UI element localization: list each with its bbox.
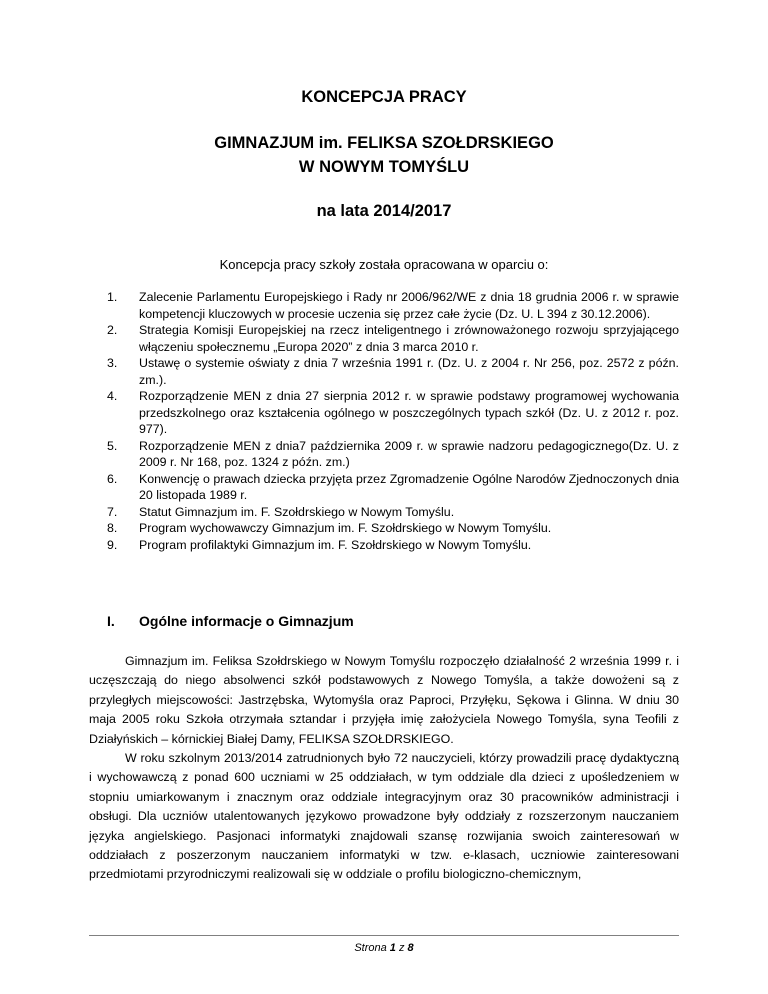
list-item-text: Strategia Komisji Europejskiej na rzecz inteligentnego i zrównoważonego rozwoju sprzyjającego włączeniu społecznemu „Europa 2020” z dnia 3 marca 2010 r.	[139, 323, 679, 354]
section-number: I.	[107, 613, 115, 629]
section-heading: Ogólne informacje o Gimnazjum	[139, 613, 354, 629]
document-title: KONCEPCJA PRACY	[301, 88, 467, 106]
list-item-number: 3.	[107, 356, 118, 370]
list-item-number: 5.	[107, 438, 118, 453]
page-footer	[0, 941, 768, 955]
footer-separator: z	[398, 942, 405, 954]
list-item-text: Zalecenie Parlamentu Europejskiego i Rady nr 2006/962/WE z dnia 18 grudnia 2006 r. w sprawie kompetencji kluczowych w procesie uczenia się przez całe życie (Dz. U. L 394 z 30.12.2006).	[139, 290, 679, 321]
document-period: na lata 2014/2017	[316, 202, 452, 220]
list-item	[107, 322, 679, 355]
intro-text: Koncepcja pracy szkoły została opracowana w oparciu o:	[219, 257, 549, 272]
list-item-number: 2.	[107, 323, 118, 337]
school-location: W NOWYM TOMYŚLU	[298, 158, 470, 176]
footer-prefix: Strona	[354, 942, 387, 954]
paragraph: W roku szkolnym 2013/2014 zatrudnionych było 72 nauczycieli, którzy prowadzili pracę dydaktyczną i wychowawczą z ponad 600 uczniami w 25 oddziałach, w tym oddziale dla dzieci z upośledzeniem w stopniu umiarkowanym i znacznym oraz oddziale integracyjnym oraz 30 pracowników administracji i obsługi. Dla uczniów utalentowanych językowo prowadzone były oddziały z rozszerzonym nauczaniem języka angielskiego. Pasjonaci informatyki znajdowali szansę rozwijania swoich zainteresowań w oddziałach z poszerzonym nauczaniem informatyki w tzw. e-klasach, uczniowie zainteresowani przedmiotami przyrodniczymi realizowali się w oddziale o profilu biologiczno-chemicznym,	[89, 751, 679, 882]
sources-list	[107, 289, 679, 553]
list-item	[107, 471, 679, 504]
list-item-text: Rozporządzenie MEN z dnia 27 sierpnia 2012 r. w sprawie podstawy programowej wychowania przedszkolnego oraz kształcenia ogólnego w poszczególnych typach szkół (Dz. U. z 2012 r. poz. 977).	[139, 389, 679, 436]
list-item-text: Rozporządzenie MEN z dnia7 października 2009 r. w sprawie nadzoru pedagogicznego(Dz. U. z 2009 r. Nr 168, poz. 1324 z późn. zm.)	[139, 438, 679, 469]
footer-divider	[89, 935, 679, 936]
list-item-text: Statut Gimnazjum im. F. Szołdrskiego w Nowym Tomyślu.	[139, 504, 455, 519]
section-body	[89, 652, 679, 885]
list-item	[107, 537, 679, 554]
list-item	[107, 504, 679, 521]
list-item	[107, 438, 679, 471]
list-item	[107, 388, 679, 438]
list-item	[107, 355, 679, 388]
page-number: 1	[389, 942, 396, 954]
school-name: GIMNAZJUM im. FELIKSA SZOŁDRSKIEGO	[214, 134, 554, 152]
list-item-number: 4.	[107, 389, 118, 403]
list-item-number: 6.	[107, 471, 118, 486]
paragraph: Gimnazjum im. Feliksa Szołdrskiego w Nowym Tomyślu rozpoczęło działalność 2 września 1999 r. i uczęszczają do niego absolwenci szkół podstawowych z Nowego Tomyśla, a także dowożeni są z przyległych miejscowości: Jastrzębska, Wytomyśla oraz Paproci, Przyłęku, Sękowa i Glinna. W dniu 30 maja 2005 roku Szkoła otrzymała sztandar i przyjęła imię założyciela Nowego Tomyśla, syna Teofili z Działyńskich – kórnickiej Białej Damy, FELIKSA SZOŁDRSKIEGO.	[89, 654, 679, 746]
list-item-text: Program profilaktyki Gimnazjum im. F. Szołdrskiego w Nowym Tomyślu.	[139, 537, 532, 552]
list-item	[107, 520, 679, 537]
list-item-text: Ustawę o systemie oświaty z dnia 7 września 1991 r. (Dz. U. z 2004 r. Nr 256, poz. 2572 z późn. zm.).	[139, 356, 679, 387]
list-item-number: 1.	[107, 290, 118, 304]
list-item-text: Konwencję o prawach dziecka przyjęta przez Zgromadzenie Ogólne Narodów Zjednoczonych dnia 20 listopada 1989 r.	[139, 471, 679, 502]
list-item	[107, 289, 679, 322]
list-item-number: 9.	[107, 537, 118, 552]
list-item-number: 8.	[107, 521, 118, 535]
list-item-number: 7.	[107, 504, 118, 519]
page-total: 8	[407, 942, 414, 954]
list-item-text: Program wychowawczy Gimnazjum im. F. Szołdrskiego w Nowym Tomyślu.	[139, 521, 552, 535]
